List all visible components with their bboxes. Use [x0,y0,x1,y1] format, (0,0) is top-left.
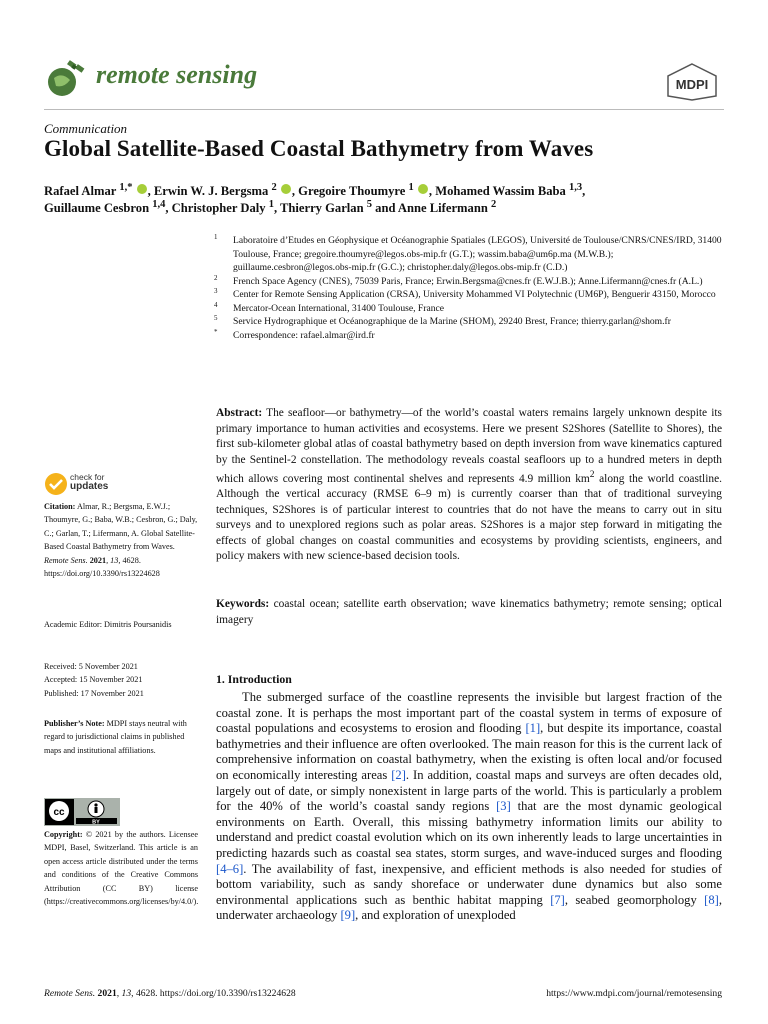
citation-text: Almar, R.; Bergsma, E.W.J.; Thoumyre, G.; Baba, W.B.; Cesbron, G.; Daly, C.; Garlan, T.; Lifermann, A. Global Satellite-Based Coastal Bathymetry from Waves. [44,502,198,552]
academic-editor: Academic Editor: Dimitris Poursanidis [44,620,172,629]
affiliation-number: 5 [214,314,218,322]
correspondence-item [214,329,734,343]
check-for-updates-icon[interactable] [44,472,68,496]
affiliation-number: 3 [214,287,218,295]
abstract [216,406,722,565]
copyright-text: © 2021 by the authors. Licensee MDPI, Basel, Switzerland. This article is an open access article distributed under the terms and conditions of the Creative Commons Attribution (CC BY) license (https://creativecommons.org/licenses/by/4.0/). [44,830,199,907]
satellite-globe-icon [44,58,86,98]
author-affil-sup: 1,3 [568,182,583,193]
affiliation-number: * [214,327,218,336]
copyright-label: Copyright: [44,830,83,839]
orcid-icon[interactable] [281,184,291,194]
author-separator: , [582,184,586,199]
publisher-note-text: MDPI stays neutral with regard to jurisdictional claims in published maps and institutional affiliations. [44,719,187,755]
mdpi-logo-text: MDPI [675,77,709,92]
article-type: Communication [44,121,128,136]
journal-name: remote sensing [96,60,258,89]
body-text: , and exploration of unexploded [355,908,516,923]
author-name[interactable]: , Gregoire Thoumyre [291,184,409,199]
citation-doi[interactable]: , 4628. https://doi.org/10.3390/rs13224628 [44,555,160,579]
footer-doi[interactable]: , 4628. https://doi.org/10.3390/rs13224628 [131,988,296,999]
citation-block [44,500,198,580]
body-text: . In addition, coastal maps and surveys are often decades old, largely out of date, or simply nonexistent in large parts of the world. This is particularly a problem for the 40% of the world’s coastal sandy regions [216,767,722,814]
updates-label[interactable]: updates [70,481,109,492]
cc-badge-text: BY [92,819,100,826]
affiliation-text: Center for Remote Sensing Application (CRSA), University Mohammed VI Polytechnic (UM6P), Benguerir 43150, Morocco [233,289,716,300]
author-affil-sup: 5 [366,199,373,210]
abstract-text: The seafloor—or bathymetry—of the world’s coastal waters remains largely unknown despite its primary importance to human activities and ecosystems. Here we present S2Shores (Satellite to Shores), the first sub-kilometer global atlas of coastal bathymetry based on depth inversion from wave kinematics captured by the Sentinel-2 constellation. The methodology reveals coastal seafloors up to a hundred meters in depth which allows covering most continental shelves and represents 4.9 million km [216,407,722,485]
author-affil-sup: 2 [490,199,497,210]
check-for-updates-text[interactable]: check for [70,472,105,482]
affiliation-number: 4 [214,300,218,309]
orcid-icon[interactable] [137,184,147,194]
publication-dates [44,660,198,700]
author-name[interactable]: , Erwin W. J. Bergsma [147,184,272,199]
publisher-note-label: Publisher’s Note: [44,719,105,728]
introduction-paragraph [216,690,722,924]
section-heading-introduction: 1. Introduction [216,672,292,686]
keywords-text: coastal ocean; satellite earth observation; wave kinematics bathymetry; remote sensing; optical imagery [216,598,722,626]
body-text: that are the most dynamic geological environments on Earth. Overall, this missing bathymetry information limits our ability to understand and predict coastal evolution which on its own inherently leads to large uncertainties in predicting hazards such as coastal sea states, storm surges, and wave-induced surges and flooding [216,799,722,860]
reference-link[interactable]: [7] [550,892,565,907]
body-text: , seabed geomorphology [564,892,705,907]
body-text: , but despite its importance, coastal bathymetries and their influence are often overlooked. The main reason for this is the current lack of comprehensive information on coastal bathymetry, when the existing is often local and/or focused on economically interesting areas [216,721,722,782]
affiliation-text: Laboratoire d’Etudes en Géophysique et Océanographie Spatiales (LEGOS), Université de Toulouse/CNRS/CNES/IRD, 31400 Toulouse, France; gregoire.thoumyre@legos.obs-mip.fr (G.T.); wassim.baba@um6p.ma (M.W.B.); guillaume.cesbron@legos.obs-mip.fr (G.C.); christopher.daly@legos.obs-mip.fr (C.D.) [233,235,722,273]
author-name[interactable]: Rafael Almar [44,184,120,199]
affiliation-item [214,275,734,289]
affiliation-text: Service Hydrographique et Océanographique de la Marine (SHOM), 29240 Brest, France; thierry.garlan@shom.fr [233,316,671,327]
reference-link[interactable]: [1] [525,721,541,736]
accepted-date: Accepted: 15 November 2021 [44,675,143,685]
author-affil-sup: 1 [408,182,414,193]
affiliations-list [214,234,734,342]
author-name[interactable]: and Anne Lifermann [372,201,491,216]
abstract-text: along the world coastline. Although the vertical accuracy (RMSE 6–9 m) is currently coarser than that of traditional surveying techniques, S2Shores is of particular interest to countries that do not have the means to carry out in situ surveys and to unexplored regions such as polar areas. S2Shores is a major step forward in mitigating the effects of global changes on coastal communities and ecosystems by providing scientists, engineers, and policy makers with new science-based decision tools. [216,472,722,563]
received-date: Received: 5 November 2021 [44,662,138,671]
affiliation-item [214,315,734,329]
author-affil-sup: 1,4 [152,199,166,210]
abstract-label: Abstract: [216,407,263,419]
publisher-note [44,717,198,757]
body-text: The submerged surface of the coastline represents the invisible but largest fraction of the coastal zone. It is perhaps the most important part of the coastal system in terms of exposure of coastal populations and ecosystems to erosion and flooding [216,690,722,736]
footer-journal: Remote Sens. [44,988,96,999]
cc-by-license-icon[interactable] [44,798,120,826]
affiliation-text: Mercator-Ocean International, 31400 Toulouse, France [233,302,445,314]
affiliation-item [214,288,734,302]
affiliation-number: 1 [214,233,218,241]
affiliation-item [214,302,734,316]
mdpi-logo[interactable] [664,62,720,102]
abstract-sup: 2 [589,470,595,480]
citation-label: Citation: [44,502,76,511]
reference-link[interactable]: [4–6] [216,861,244,876]
citation-journal: Remote Sens. [44,555,88,565]
article-title: Global Satellite-Based Coastal Bathymetry from Waves [44,136,594,161]
footer-citation [44,988,296,999]
author-name[interactable]: , Thierry Garlan [273,201,367,216]
footer-journal-url[interactable]: https://www.mdpi.com/journal/remotesensing [546,988,722,999]
affiliation-number: 2 [214,273,218,282]
keywords-label: Keywords: [216,598,270,610]
authors-line-1 [44,182,585,199]
published-date: Published: 17 November 2021 [44,688,144,698]
footer-year: 2021 [95,988,117,999]
author-affil-sup: 1 [268,199,274,210]
reference-link[interactable]: [3] [496,799,511,814]
correspondence-text: Correspondence: rafael.almar@ird.fr [233,329,375,341]
authors-line-2 [44,199,496,216]
reference-link[interactable]: [8] [704,892,719,907]
footer-volume: , 13 [116,988,132,999]
author-name[interactable]: , Mohamed Wassim Baba [428,184,569,199]
citation-year: 2021 [87,555,107,565]
affiliation-text: French Space Agency (CNES), 75039 Paris, France; Erwin.Bergsma@cnes.fr (E.W.J.B.); Anne.Lifermann@cnes.fr (A.L.) [233,275,703,287]
body-text: . The availability of fast, inexpensive, and efficient methods is also needed for studies of bottom variability, such as sandy shoreface or underwater dune dynamics but also some environmental applications such as benthic habitat mapping [216,861,722,907]
citation-volume: , 13 [106,555,119,565]
author-affil-sup: 1,* [119,182,133,193]
reference-link[interactable]: [2] [391,767,406,782]
copyright-notice [44,828,198,908]
body-text: , underwater archaeology [216,892,722,923]
author-name[interactable]: Guillaume Cesbron [44,201,153,216]
orcid-icon[interactable] [418,184,428,194]
keywords [216,597,722,628]
affiliation-item [214,234,734,275]
header-divider [44,109,724,110]
svg-text:cc: cc [53,807,65,818]
reference-link[interactable]: [9] [340,908,356,923]
author-affil-sup: 2 [271,182,277,193]
author-name[interactable]: , Christopher Daly [165,201,269,216]
